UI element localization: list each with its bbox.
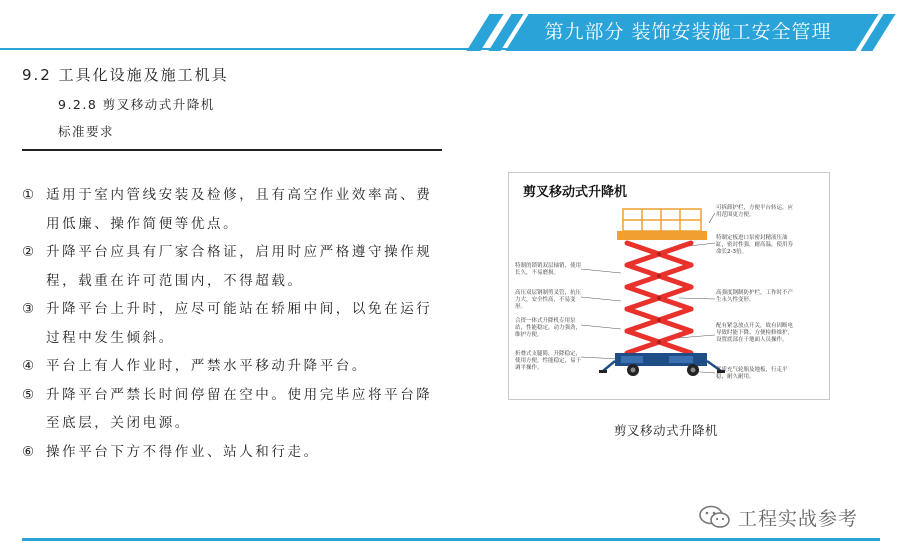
list-number: ① [22,187,37,203]
list-number: ⑥ [22,443,37,460]
heading-divider [22,149,442,151]
feature-note: 优质充气轮胎及地板，行走平稳，耐久耐用。 [716,367,788,380]
list-text: 升降平台严禁长时间停留在空中。使用完毕应将平台降至底层，关闭电源。 [46,386,433,431]
list-text: 平台上有人作业时，严禁水平移动升降平台。 [46,358,368,374]
feature-note: 可拆卸护栏，方便平台转运，应用范围更方便。 [716,205,794,218]
list-number: ② [22,244,37,260]
list-text: 升降平台应具有厂家合格证，启用时应严格遵守操作规程，载重在许可范围内，不得超载。 [46,244,433,289]
standard-heading: 标准要求 [58,124,115,139]
requirements-list [22,181,442,466]
list-item [22,238,442,295]
list-text: 升降平台上升时，应尽可能站在轿厢中间，以免在运行过程中发生倾斜。 [46,301,433,346]
list-item [22,181,442,238]
feature-note: 折叠式支腿简，升降稳定，使用方便，性能稳定，易于调平操作。 [515,351,582,371]
list-number: ⑤ [22,386,37,403]
list-number: ④ [22,358,37,374]
feature-note: 特制定板进口泵密封精液压油缸，密封性强，耐高温，使用寿命长2-3倍。 [716,235,794,255]
subsection-heading: 9.2.8 剪叉移动式升降机 [58,97,215,112]
figure-title: 剪叉移动式升降机 [523,185,628,200]
list-text: 操作平台下方不得作业、站人和行走。 [46,443,320,460]
feature-note: 配有紧急放点开关，故有因断电导致时能下降。方便检修维护，设置底部在于地面人员操作。 [716,323,794,343]
banner-title: 第九部分 装饰安装施工安全管理 [544,21,832,43]
list-item [22,295,442,352]
footer-rule [22,538,880,541]
feature-note: 合资一体式升降机专用泵站，性能稳定，动力强劲，维护方便。 [515,318,582,338]
list-number: ③ [22,301,37,317]
watermark [698,504,858,530]
list-item [22,438,442,467]
feature-note: 高压双层钢制剪叉管，抗压力大，安全性高，不易变形。 [515,290,582,310]
feature-note: 特制的锁销双层轴销，使用长久，不易磨损。 [515,263,582,276]
list-item [22,352,442,381]
wechat-icon [698,504,732,530]
header-rule [0,48,540,50]
list-item [22,381,442,438]
figure-caption: 剪叉移动式升降机 [613,423,718,438]
feature-note: 高强度钢制防护栏，工作时不产生永久性变形。 [716,290,794,303]
list-text: 适用于室内管线安装及检修，且有高空作业效率高、费用低廉、操作简便等优点。 [46,187,433,232]
section-heading: 9.2 工具化设施及施工机具 [22,66,229,84]
scissor-lift-figure [508,172,830,400]
watermark-text: 工程实战参考 [738,507,859,530]
